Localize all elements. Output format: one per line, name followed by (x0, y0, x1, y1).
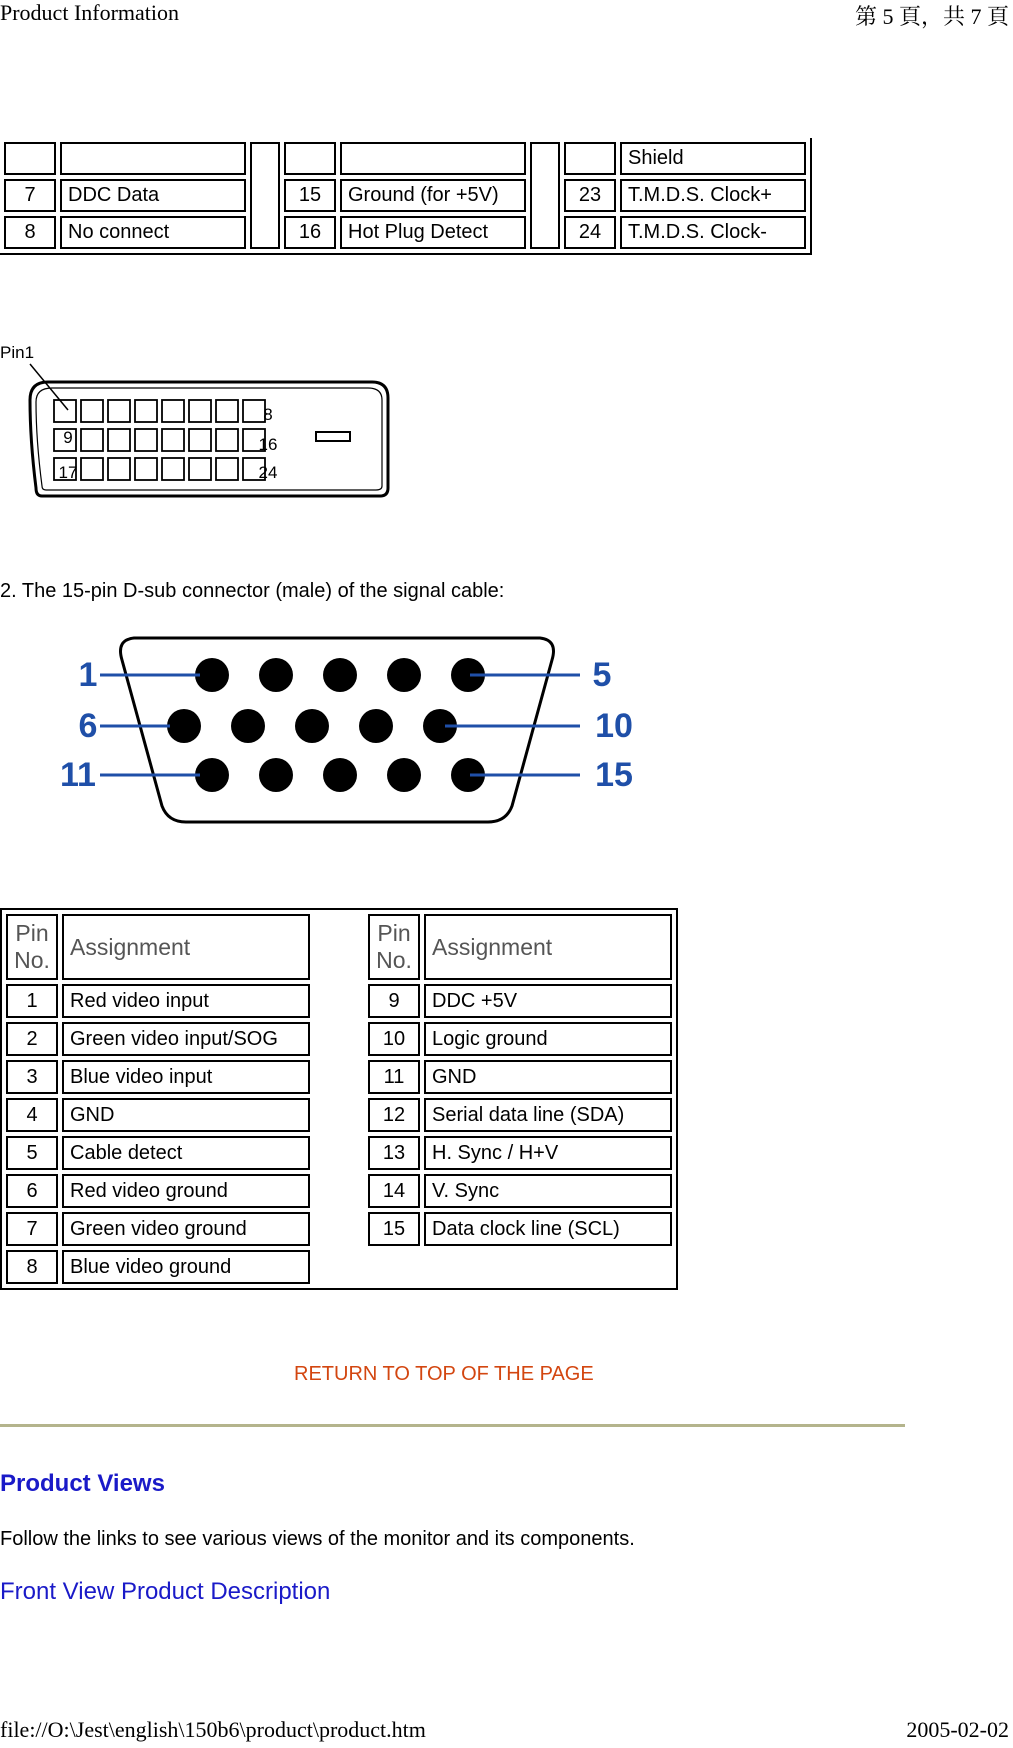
dvi-pin (162, 458, 184, 480)
vga-pin (231, 709, 265, 743)
dvi-pin (81, 429, 103, 451)
pin-number: 1 (6, 984, 58, 1018)
vga-pin-label: 1 (78, 656, 98, 694)
vga-pin (387, 758, 421, 792)
dvi-pin (54, 400, 76, 422)
column-spacer (314, 1174, 364, 1208)
dvi-pin (216, 458, 238, 480)
pin-assignment: Cable detect (62, 1136, 310, 1170)
pin-assignment: Logic ground (424, 1022, 672, 1056)
pin-assignment: Hot Plug Detect (340, 216, 526, 249)
dvi-pin (162, 429, 184, 451)
print-header-title: Product Information (0, 0, 180, 25)
front-view-link[interactable]: Front View Product Description (0, 1578, 331, 1605)
pin-assignment: Blue video input (62, 1060, 310, 1094)
vga-pin-label: 15 (595, 756, 633, 794)
dvi-flat-blade (316, 432, 350, 441)
dvi-pin (162, 400, 184, 422)
dvi-pin-label: 24 (258, 463, 278, 482)
pin-number: 8 (6, 1250, 58, 1284)
vga-caption: 2. The 15-pin D-sub connector (male) of the signal cable: (0, 580, 505, 602)
pin-number: 8 (4, 216, 56, 249)
vga-pin-label: 6 (78, 707, 98, 745)
vga-pin-table (0, 908, 678, 1290)
pin-assignment: GND (62, 1098, 310, 1132)
pin-number: 7 (6, 1212, 58, 1246)
column-spacer (314, 984, 364, 1018)
column-spacer (314, 1250, 364, 1284)
pin-number: 23 (564, 179, 616, 212)
vga-pin-label: 5 (592, 656, 612, 694)
pin-assignment: Serial data line (SDA) (424, 1098, 672, 1132)
pin-assignment: No connect (60, 216, 246, 249)
dvi-pin-label: 17 (58, 463, 78, 482)
pin-number: 5 (6, 1136, 58, 1170)
table-row (6, 1022, 672, 1056)
pin-assignment (340, 142, 526, 175)
pin-number: 12 (368, 1098, 420, 1132)
pin-number: 7 (4, 179, 56, 212)
pin-number: 9 (368, 984, 420, 1018)
pin1-label: Pin1 (0, 343, 35, 362)
column-spacer (314, 914, 364, 980)
pin-number (368, 1250, 420, 1284)
table-row (4, 216, 806, 249)
dvi-pin (216, 429, 238, 451)
pin-number: 10 (368, 1022, 420, 1056)
vga-pin (387, 658, 421, 692)
dvi-pin (189, 429, 211, 451)
pin-number: 15 (368, 1212, 420, 1246)
dvi-connector-diagram (0, 340, 400, 510)
table-row (6, 984, 672, 1018)
pin-assignment: T.M.D.S. Clock+ (620, 179, 806, 212)
dvi-pin-label: 9 (63, 428, 73, 447)
pin-assignment: GND (424, 1060, 672, 1094)
dvi-pin (189, 458, 211, 480)
dvi-pin (135, 458, 157, 480)
vga-connector-diagram (0, 630, 700, 830)
dvi-pin (135, 429, 157, 451)
print-header-page-count: 第 5 頁，共 7 頁 (854, 4, 1009, 29)
dvi-pin-grid (54, 400, 265, 480)
table-row (6, 1060, 672, 1094)
pin-number: 3 (6, 1060, 58, 1094)
header-pin-no: Pin No. (6, 914, 58, 980)
pin-number: 11 (368, 1060, 420, 1094)
pin-assignment: Shield (620, 142, 806, 175)
dvi-pin-table (0, 138, 812, 255)
vga-pin-label: 11 (60, 756, 96, 794)
pin-assignment: V. Sync (424, 1174, 672, 1208)
column-spacer (250, 142, 280, 249)
vga-pin (259, 658, 293, 692)
column-spacer (314, 1212, 364, 1246)
product-views-title: Product Views (0, 1470, 165, 1497)
column-spacer (314, 1136, 364, 1170)
vga-pin (295, 709, 329, 743)
table-row (4, 179, 806, 212)
dvi-pin (81, 400, 103, 422)
header-pin-no: Pin No. (368, 914, 420, 980)
vga-pin-grid (167, 658, 485, 792)
dvi-pin (81, 458, 103, 480)
dvi-pin (216, 400, 238, 422)
pin-assignment: T.M.D.S. Clock- (620, 216, 806, 249)
dvi-pin (189, 400, 211, 422)
vga-pin (359, 709, 393, 743)
dvi-pin (108, 458, 130, 480)
table-header-row (6, 914, 672, 980)
vga-pin (167, 709, 201, 743)
column-spacer (314, 1022, 364, 1056)
pin-assignment: Data clock line (SCL) (424, 1212, 672, 1246)
vga-pin (195, 758, 229, 792)
column-spacer (314, 1098, 364, 1132)
pin-number: 6 (6, 1174, 58, 1208)
table-row (6, 1174, 672, 1208)
dvi-pin (108, 429, 130, 451)
pin-assignment (60, 142, 246, 175)
pin-assignment: Blue video ground (62, 1250, 310, 1284)
dvi-pin-label: 16 (258, 435, 278, 454)
vga-pin (195, 658, 229, 692)
pin-number: 24 (564, 216, 616, 249)
pin-number (564, 142, 616, 175)
dvi-pin (108, 400, 130, 422)
dvi-pin (243, 400, 265, 422)
table-row (6, 1250, 672, 1284)
vga-pin (323, 658, 357, 692)
pin-number (4, 142, 56, 175)
pin-assignment: DDC +5V (424, 984, 672, 1018)
pin-number: 2 (6, 1022, 58, 1056)
header-assignment: Assignment (62, 914, 310, 980)
vga-pin (259, 758, 293, 792)
table-row (6, 1212, 672, 1246)
pin-number: 14 (368, 1174, 420, 1208)
pin-assignment: H. Sync / H+V (424, 1136, 672, 1170)
pin-assignment (424, 1250, 672, 1284)
dvi-connector-inner (36, 388, 382, 490)
pin-number (284, 142, 336, 175)
pin-number: 15 (284, 179, 336, 212)
pin-assignment: Ground (for +5V) (340, 179, 526, 212)
pin-number: 16 (284, 216, 336, 249)
column-spacer (530, 142, 560, 249)
dvi-pin-label: 8 (263, 405, 273, 424)
pin-assignment: Green video input/SOG (62, 1022, 310, 1056)
table-row (6, 1136, 672, 1170)
vga-pin-label: 10 (595, 707, 633, 745)
pin-assignment: Green video ground (62, 1212, 310, 1246)
return-to-top-link[interactable]: RETURN TO TOP OF THE PAGE (294, 1363, 594, 1385)
pin-assignment: Red video ground (62, 1174, 310, 1208)
header-assignment: Assignment (424, 914, 672, 980)
horizontal-rule (0, 1424, 905, 1427)
print-footer-date: 2005-02-02 (906, 1717, 1009, 1742)
pin-assignment: Red video input (62, 984, 310, 1018)
column-spacer (314, 1060, 364, 1094)
pin-assignment: DDC Data (60, 179, 246, 212)
vga-pin (323, 758, 357, 792)
table-row (4, 142, 806, 175)
table-row (6, 1098, 672, 1132)
pin-number: 4 (6, 1098, 58, 1132)
product-views-text: Follow the links to see various views of the monitor and its components. (0, 1528, 635, 1550)
pin-number: 13 (368, 1136, 420, 1170)
print-footer-path: file://O:\Jest\english\150b6\product\product.htm (0, 1717, 426, 1742)
dvi-pin (135, 400, 157, 422)
